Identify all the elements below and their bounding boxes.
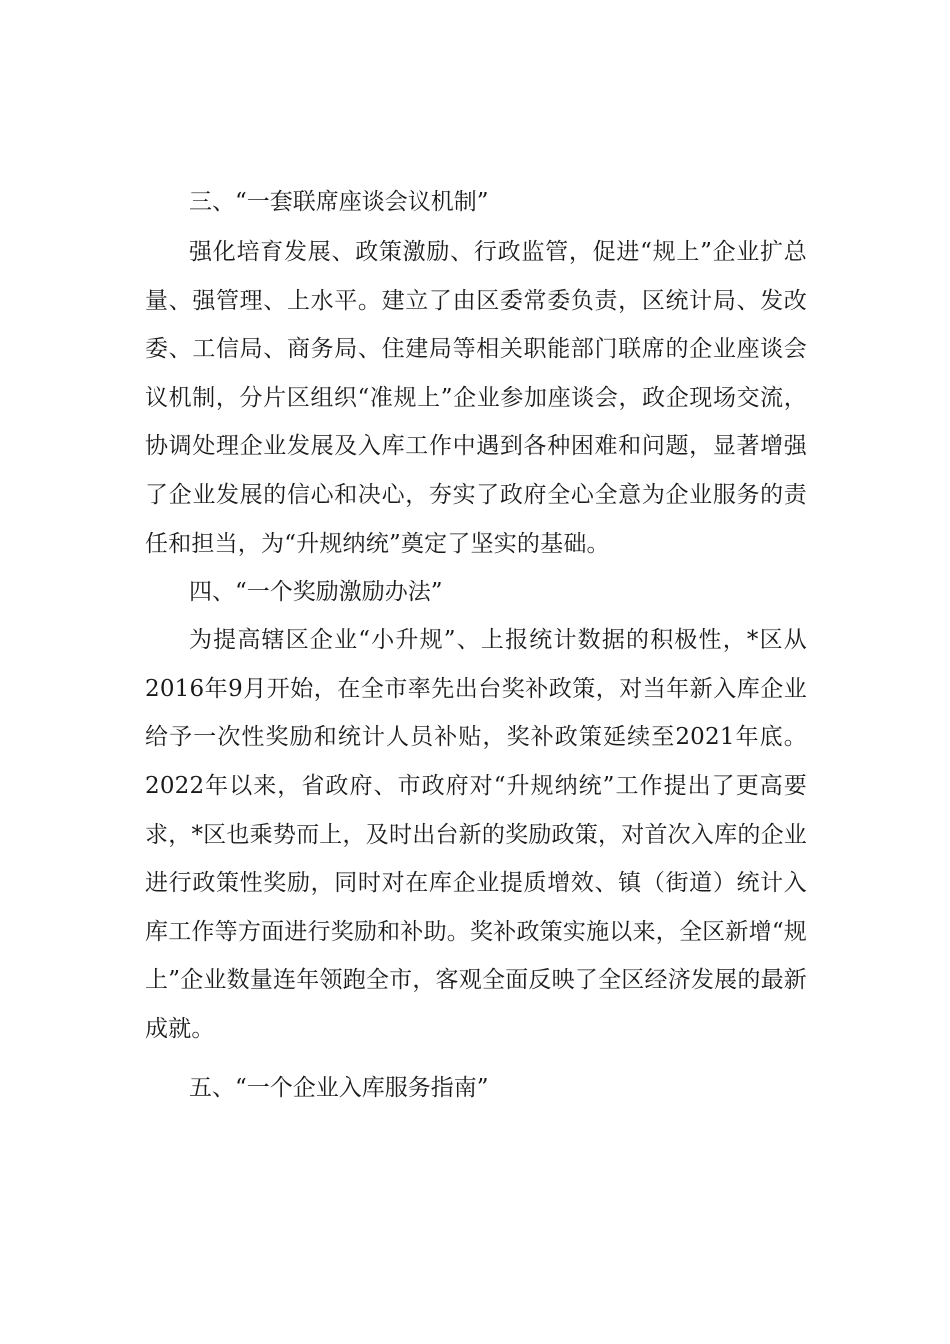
section-heading-four: 四、“一个奖励激励办法” — [189, 579, 443, 606]
section-paragraph-four: 为提高辖区企业“小升规”、上报统计数据的积极性，*区从2016年9月开始，在全市率先出台奖补政策，对当年新入库企业给予一次性奖励和统计人员补贴，奖补政策延续至2021年底。2022年以来，省政府、市政府对“升规纳统”工作提出了更高要求，*区也乘势而上，及时出台新的奖励政策，对首次入库的企业进行政策性奖励，同时对在库企业提质增效、镇（街道）统计入库工作等方面进行奖励和补助。奖补政策实施以来，全区新增“规上”企业数量连年领跑全市，客观全面反映了全区经济发展的最新成就。 — [145, 627, 807, 1042]
section-heading-three: 三、“一套联席座谈会议机制” — [189, 189, 489, 215]
section-heading-five: 五、“一个企业入库服务指南” — [189, 1074, 489, 1101]
document-body — [145, 178, 807, 1112]
section-paragraph-three: 强化培育发展、政策激励、行政监管，促进“规上”企业扩总量、强管理、上水平。建立了由区委常委负责，区统计局、发改委、工信局、商务局、住建局等相关职能部门联席的企业座谈会议机制，分片区组织“准规上”企业参加座谈会，政企现场交流，协调处理企业发展及入库工作中遇到各种困难和问题，显著增强了企业发展的信心和决心，夯实了政府全心全意为企业服务的责任和担当，为“升规纳统”奠定了坚实的基础。 — [145, 239, 807, 557]
